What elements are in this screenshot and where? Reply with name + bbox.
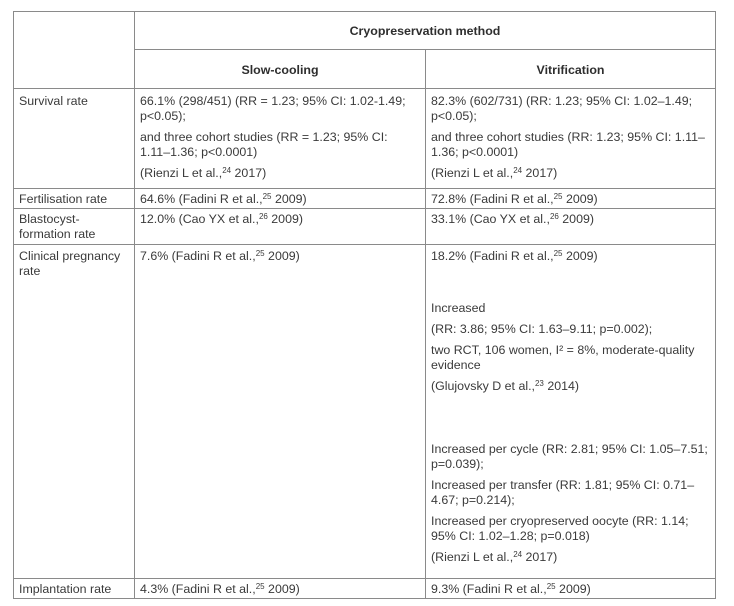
survival-slow-p2: and three cohort studies (RR = 1.23; 95% CI: 1.11–1.36; p<0.0001) [140, 130, 388, 159]
survival-vit-p2: and three cohort studies (RR: 1.23; 95% CI: 1.11–1.36; p<0.0001) [431, 130, 705, 159]
label-blastocyst: Blastocyst- formation rate [19, 212, 96, 241]
label-implantation: Implantation rate [19, 582, 112, 596]
label-survival: Survival rate [19, 94, 88, 108]
pregnancy-increased: Increased [431, 301, 486, 315]
header-slow-cooling: Slow-cooling [241, 63, 319, 77]
row-divider-pregnancy [14, 578, 715, 579]
col-divider-2 [425, 50, 426, 598]
cryopreservation-table [13, 11, 716, 599]
survival-vit-cite: (Rienzi L et al.,$^{24}$ 2017) [431, 166, 558, 180]
row-divider-blastocyst [14, 244, 715, 245]
pregnancy-glujovsky-cite: (Glujovsky D et al.,$^{23}$ 2014) [431, 379, 580, 393]
survival-slow-cite: (Rienzi L et al.,$^{24}$ 2017) [140, 166, 267, 180]
header-group: Cryopreservation method [349, 24, 501, 38]
pregnancy-rct: two RCT, 106 women, I² = 8%, moderate-quality evidence [431, 343, 695, 372]
pregnancy-vit-first: 18.2% (Fadini R et al.,$^{25}$ 2009) [431, 249, 598, 263]
implantation-vit: 9.3% (Fadini R et al.,$^{25}$ 2009) [431, 582, 591, 596]
pregnancy-vit-glujovsky [431, 301, 713, 400]
label-fertilisation: Fertilisation rate [19, 192, 108, 206]
row-divider-header [134, 49, 715, 50]
row-divider-survival [14, 188, 715, 189]
pregnancy-slow: 7.6% (Fadini R et al.,$^{25}$ 2009) [140, 249, 300, 263]
fertilisation-slow: 64.6% (Fadini R et al.,$^{25}$ 2009) [140, 192, 307, 206]
pregnancy-oocyte: Increased per cryopreserved oocyte (RR: 1.14; 95% CI: 1.02–1.28; p=0.018) [431, 514, 689, 543]
blastocyst-vit: 33.1% (Cao YX et al.,$^{26}$ 2009) [431, 212, 594, 226]
row-divider-header-bottom [14, 88, 715, 89]
survival-vit [431, 94, 713, 187]
blastocyst-slow: 12.0% (Cao YX et al.,$^{26}$ 2009) [140, 212, 303, 226]
pregnancy-cycle: Increased per cycle (RR: 2.81; 95% CI: 1.05–7.51; p=0.039); [431, 442, 708, 471]
survival-slow-p1: 66.1% (298/451) (RR = 1.23; 95% CI: 1.02-1.49; p<0.05); [140, 94, 406, 123]
header-vitrification: Vitrification [536, 63, 605, 77]
pregnancy-vit-rienzi [431, 442, 713, 571]
row-divider-fertilisation [14, 208, 715, 209]
col-divider-1 [134, 12, 135, 598]
label-pregnancy: Clinical pregnancy rate [19, 249, 121, 278]
survival-slow [140, 94, 420, 187]
survival-vit-p1: 82.3% (602/731) (RR: 1.23; 95% CI: 1.02–1.49; p<0.05); [431, 94, 693, 123]
pregnancy-transfer: Increased per transfer (RR: 1.81; 95% CI: 0.71–4.67; p=0.214); [431, 478, 695, 507]
implantation-slow: 4.3% (Fadini R et al.,$^{25}$ 2009) [140, 582, 300, 596]
pregnancy-rienzi-cite: (Rienzi L et al.,$^{24}$ 2017) [431, 550, 558, 564]
fertilisation-vit: 72.8% (Fadini R et al.,$^{25}$ 2009) [431, 192, 598, 206]
pregnancy-rr: (RR: 3.86; 95% CI: 1.63–9.11; p=0.002); [431, 322, 653, 336]
